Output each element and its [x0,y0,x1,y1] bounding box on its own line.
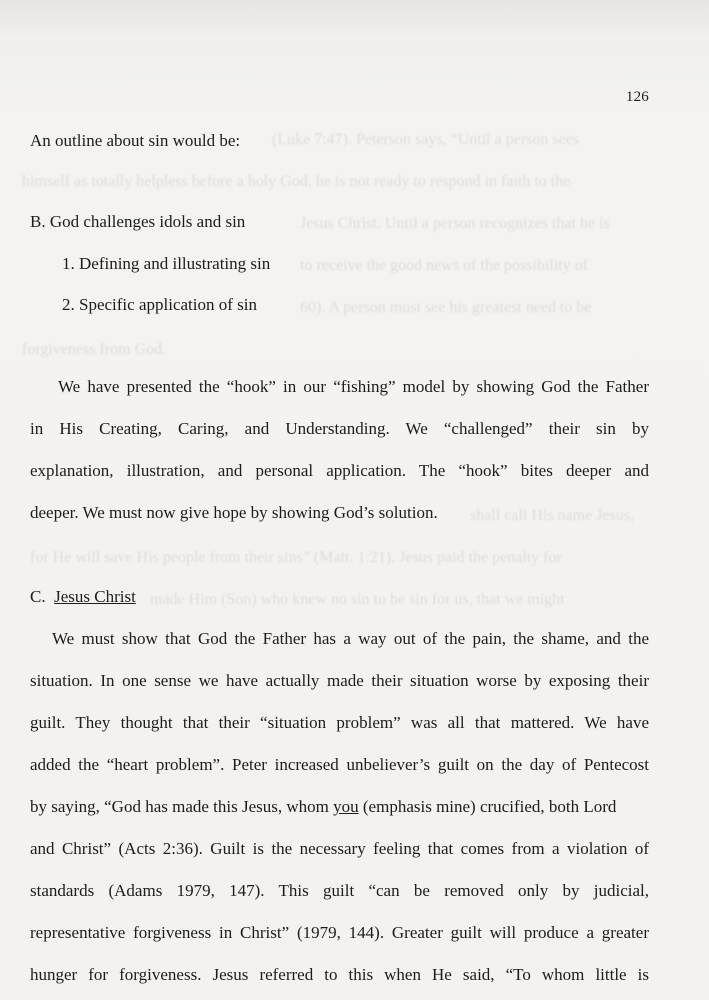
section-heading-c [30,587,136,607]
bleed-through-line: 60). A person must see his greatest need to be [300,299,592,316]
page-number: 126 [625,89,649,105]
line-5-text [30,797,616,817]
paragraph-2-line: We must show that God the Father has a way out of the pain, the shame, and the [52,629,649,648]
section-heading-c-label: C. [30,587,46,606]
bleed-through-line: forgiveness from God. [22,341,167,358]
bleed-through-line: (Luke 7:47). Peterson says, “Until a person sees [272,131,580,148]
bleed-through-line: made Him (Son) who knew no sin to be sin for us, that we might [150,591,565,608]
paragraph-2-line: and Christ” (Acts 2:36). Guilt is the necessary feeling that comes from a violation of [30,839,649,858]
paragraph-2-line: representative forgiveness in Christ” (1979, 144). Greater guilt will produce a greater [30,923,649,942]
paragraph-1-line: deeper. We must now give hope by showing God’s solution. [30,503,438,522]
paragraph-2-line: standards (Adams 1979, 147). This guilt “can be removed only by judicial, [30,881,649,900]
intro-line: An outline about sin would be: [30,131,241,150]
paragraph-1-line: We have presented the “hook” in our “fishing” model by showing God the Father [58,377,649,396]
paragraph-1-line: explanation, illustration, and personal application. The “hook” bites deeper and [30,461,649,480]
paragraph-2-line: added the “heart problem”. Peter increased unbeliever’s guilt on the day of Pentecost [30,755,649,774]
outline-heading-b: B. God challenges idols and sin [30,212,246,231]
outline-item-1: 1. Defining and illustrating sin [62,254,271,273]
bleed-through-line: himself as totally helpless before a holy God, he is not ready to respond in faith to the [22,173,571,190]
paragraph-1-line: in His Creating, Caring, and Understanding. We “challenged” their sin by [30,419,649,438]
line-5-after: (emphasis mine) crucified, both Lord [358,797,617,816]
section-heading-c-title: Jesus Christ [54,587,136,606]
bleed-through-line: shall call His name Jesus, [470,507,634,524]
bleed-through-line: to receive the good news of the possibility of [300,257,588,274]
paragraph-2-line [30,797,649,817]
bleed-through-line: for He will save His people from their sins” (Matt. 1:21). Jesus paid the penalty for [30,549,562,566]
paragraph-2-line: guilt. They thought that their “situation problem” was all that mattered. We have [30,713,649,732]
emphasis-you: you [333,797,359,816]
bleed-through-line: Jesus Christ. Until a person recognizes that he is [300,215,610,232]
paragraph-2-line: hunger for forgiveness. Jesus referred to this when He said, “To whom little is [30,965,649,984]
paragraph-2-line: situation. In one sense we have actually made their situation worse by exposing their [30,671,649,690]
outline-item-2: 2. Specific application of sin [62,295,257,314]
line-5-before: by saying, “God has made this Jesus, whom [30,797,334,816]
